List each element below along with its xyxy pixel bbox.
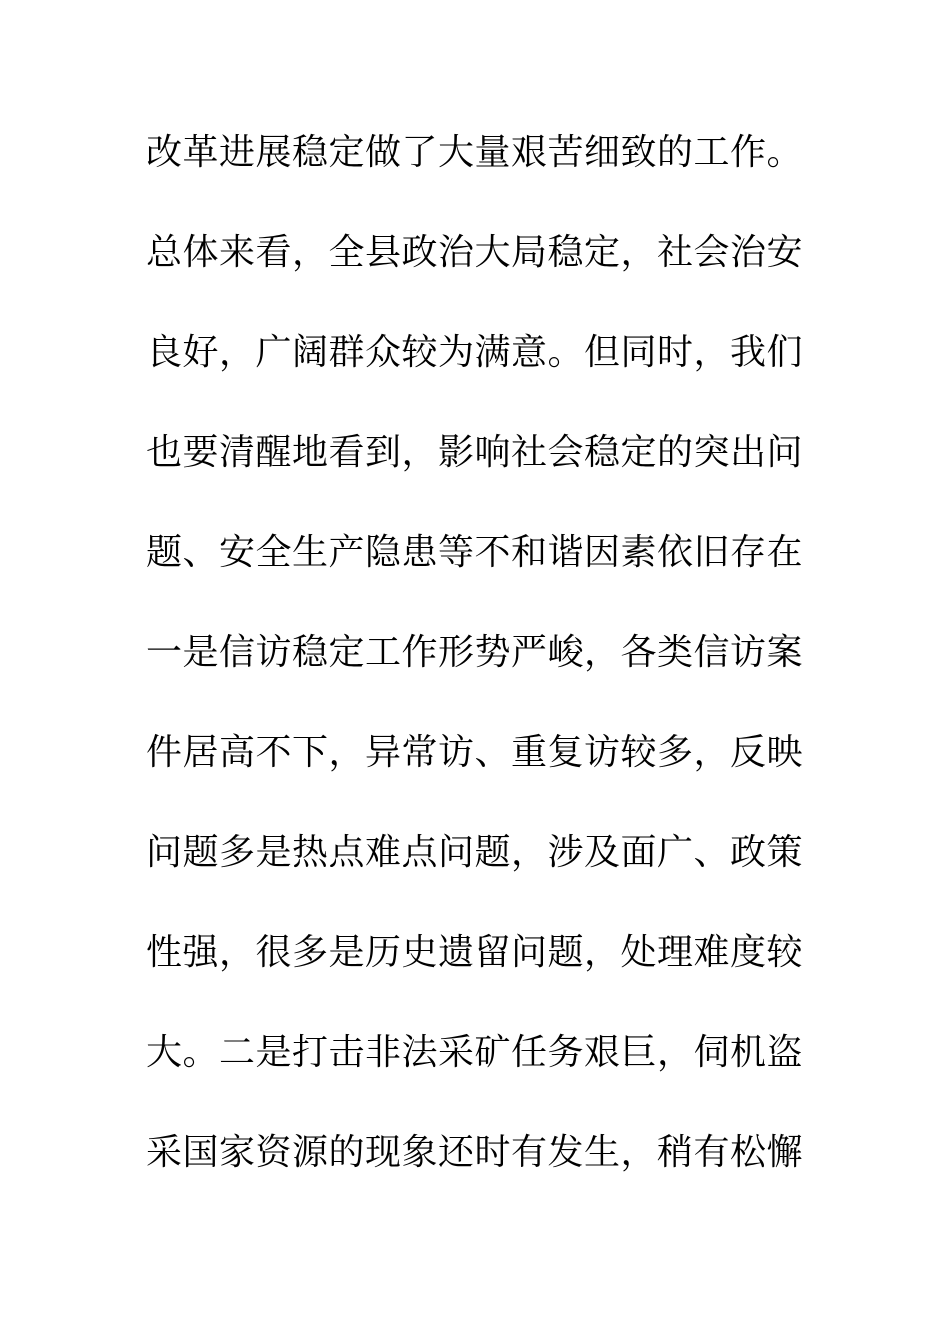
text-line-1: 改革进展稳定做了大量艰苦细致的工作。 bbox=[146, 132, 804, 173]
text-line-8: 问题多是热点难点问题，涉及面广、政策 bbox=[146, 832, 804, 873]
text-line-10: 大。二是打击非法采矿任务艰巨，伺机盗 bbox=[146, 1032, 804, 1073]
text-line-9: 性强，很多是历史遗留问题，处理难度较 bbox=[146, 932, 804, 973]
body-text bbox=[146, 128, 810, 1228]
text-line-4: 也要清醒地看到，影响社会稳定的突出问 bbox=[146, 432, 804, 473]
text-line-3: 良好，广阔群众较为满意。但同时，我们 bbox=[146, 332, 804, 373]
text-line-11: 采国家资源的现象还时有发生，稍有松懈 bbox=[146, 1132, 804, 1173]
text-line-2: 总体来看，全县政治大局稳定，社会治安 bbox=[146, 232, 804, 273]
text-line-6: 一是信访稳定工作形势严峻，各类信访案 bbox=[146, 632, 804, 673]
text-line-7: 件居高不下，异常访、重复访较多，反映 bbox=[146, 732, 804, 773]
text-line-5: 题、安全生产隐患等不和谐因素依旧存在 bbox=[146, 532, 804, 573]
